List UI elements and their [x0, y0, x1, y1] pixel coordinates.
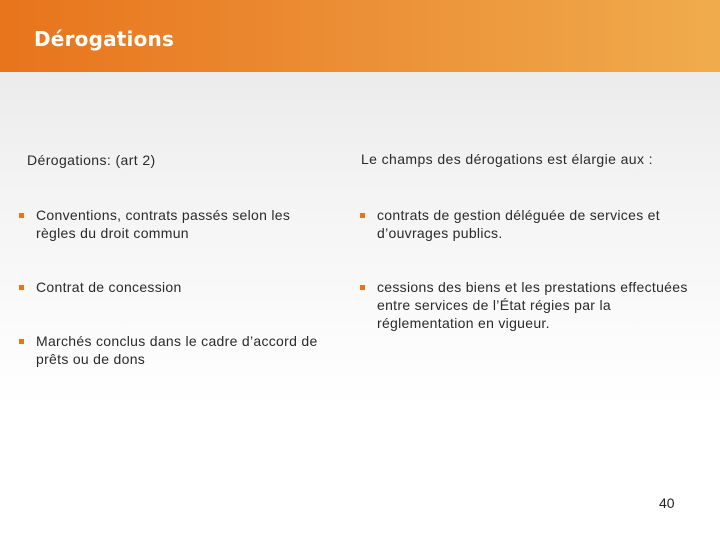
slide-title: Dérogations: [34, 27, 175, 51]
right-bullet-item: [360, 206, 700, 242]
page-number: 40: [659, 495, 675, 511]
bullet-text: Contrat de concession: [36, 279, 182, 295]
right-bullet-item: [360, 278, 700, 332]
bullet-text: cessions des biens et les prestations effectuées entre services de l’État régies par la réglementation en vigueur.: [377, 279, 688, 331]
square-bullet-icon: [19, 339, 24, 344]
left-bullet-item: [19, 332, 329, 368]
bullet-text: Conventions, contrats passés selon les règles du droit commun: [36, 207, 291, 241]
square-bullet-icon: [19, 285, 24, 290]
square-bullet-icon: [360, 213, 365, 218]
left-column-heading: Dérogations: (art 2): [27, 152, 156, 168]
bullet-text: contrats de gestion déléguée de services et d’ouvrages publics.: [377, 207, 660, 241]
square-bullet-icon: [19, 213, 24, 218]
right-column-heading: Le champs des dérogations est élargie aux :: [361, 151, 653, 167]
left-bullet-item: [19, 206, 329, 242]
title-bar: [0, 0, 720, 72]
left-bullet-item: [19, 278, 329, 296]
bullet-text: Marchés conclus dans le cadre d’accord de prêts ou de dons: [36, 333, 318, 367]
square-bullet-icon: [360, 285, 365, 290]
